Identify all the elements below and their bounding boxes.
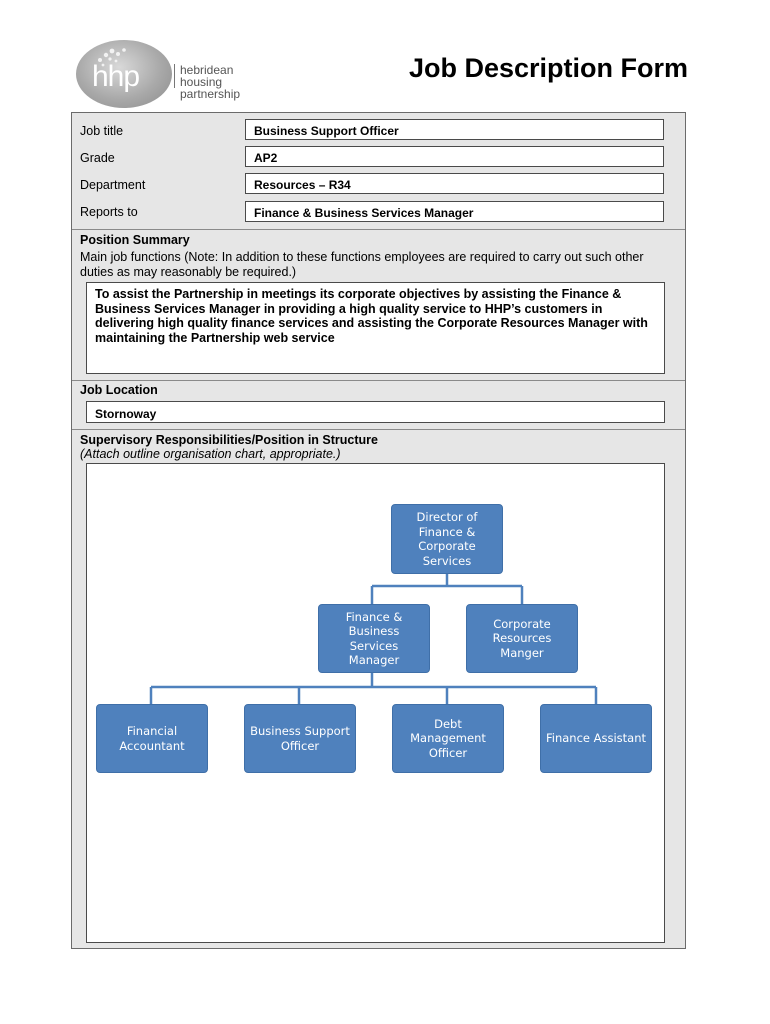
- divider: [72, 380, 685, 381]
- org-node-debt-management-officer: [392, 704, 504, 773]
- org-node-director: [391, 504, 503, 574]
- org-node-finance-assistant: [540, 704, 652, 773]
- hhp-logo: [76, 40, 276, 110]
- job-title-label: Job title: [80, 124, 124, 138]
- grade-field[interactable]: AP2: [245, 146, 664, 167]
- node-text: Officer: [428, 745, 468, 760]
- org-node-finance-business-services-manager: [318, 604, 430, 673]
- org-node-corporate-resources-manager: [466, 604, 578, 673]
- logo-oval: [76, 40, 172, 108]
- divider: [72, 429, 685, 430]
- node-text: Accountant: [119, 738, 185, 753]
- org-chart: [87, 464, 664, 942]
- node-text: Finance &: [345, 609, 403, 624]
- node-text: Corporate: [418, 539, 476, 553]
- supervisory-title: Supervisory Responsibilities/Position in Structure: [80, 433, 378, 447]
- node-text: Business Support: [250, 724, 350, 738]
- position-summary-note: Main job functions (Note: In addition to these functions employees are required to carry out such other duties as may reasonably be required.): [80, 250, 644, 279]
- job-location-value: Stornoway: [95, 407, 157, 421]
- node-text: Debt: [434, 716, 462, 731]
- node-text: Director of: [416, 510, 478, 524]
- reports-to-field[interactable]: Finance & Business Services Manager: [245, 201, 664, 222]
- page-title: Job Description Form: [408, 53, 688, 83]
- node-text: Business Services: [348, 624, 400, 653]
- logo-name: [180, 64, 276, 100]
- position-summary-text: To assist the Partnership in meetings its corporate objectives by assisting the Finance & Business Services Manager in providing a high quality service to HHP’s customers in delivering high quality finance services and assisting the Corporate Resources Manager with maintaining the Partnership web service: [95, 287, 648, 345]
- node-text: Resources: [492, 631, 552, 646]
- supervisory-note: (Attach outline organisation chart, appropriate.): [80, 447, 341, 461]
- node-text: Services: [422, 553, 472, 568]
- logo-separator: [174, 64, 175, 88]
- logo-name-line2: partnership: [180, 87, 241, 101]
- node-text: Finance &: [418, 524, 476, 539]
- reports-to-label: Reports to: [80, 205, 138, 219]
- node-text: Corporate: [493, 616, 551, 631]
- org-chart-box: [86, 463, 665, 943]
- department-label: Department: [80, 178, 146, 192]
- logo-mark: hhp: [92, 60, 140, 93]
- job-title-field[interactable]: Business Support Officer: [245, 119, 664, 140]
- grade-label: Grade: [80, 151, 115, 165]
- job-description-form: [71, 112, 686, 949]
- org-connectors: [87, 464, 664, 942]
- node-text: Financial: [126, 724, 178, 738]
- node-text: Manger: [500, 645, 544, 660]
- org-node-business-support-officer: [244, 704, 356, 773]
- node-text: Officer: [280, 738, 320, 753]
- node-text: Manager: [348, 653, 400, 667]
- node-text: Finance Assistant: [545, 731, 647, 746]
- org-node-financial-accountant: [96, 704, 208, 773]
- node-text: Management: [410, 731, 486, 746]
- department-field[interactable]: Resources – R34: [245, 173, 664, 194]
- logo-name-line1: hebridean housing: [180, 63, 234, 89]
- position-summary-title: Position Summary: [80, 233, 190, 247]
- job-location-box[interactable]: [86, 401, 665, 423]
- divider: [72, 229, 685, 230]
- position-summary-box[interactable]: [86, 282, 665, 374]
- job-location-title: Job Location: [80, 383, 158, 397]
